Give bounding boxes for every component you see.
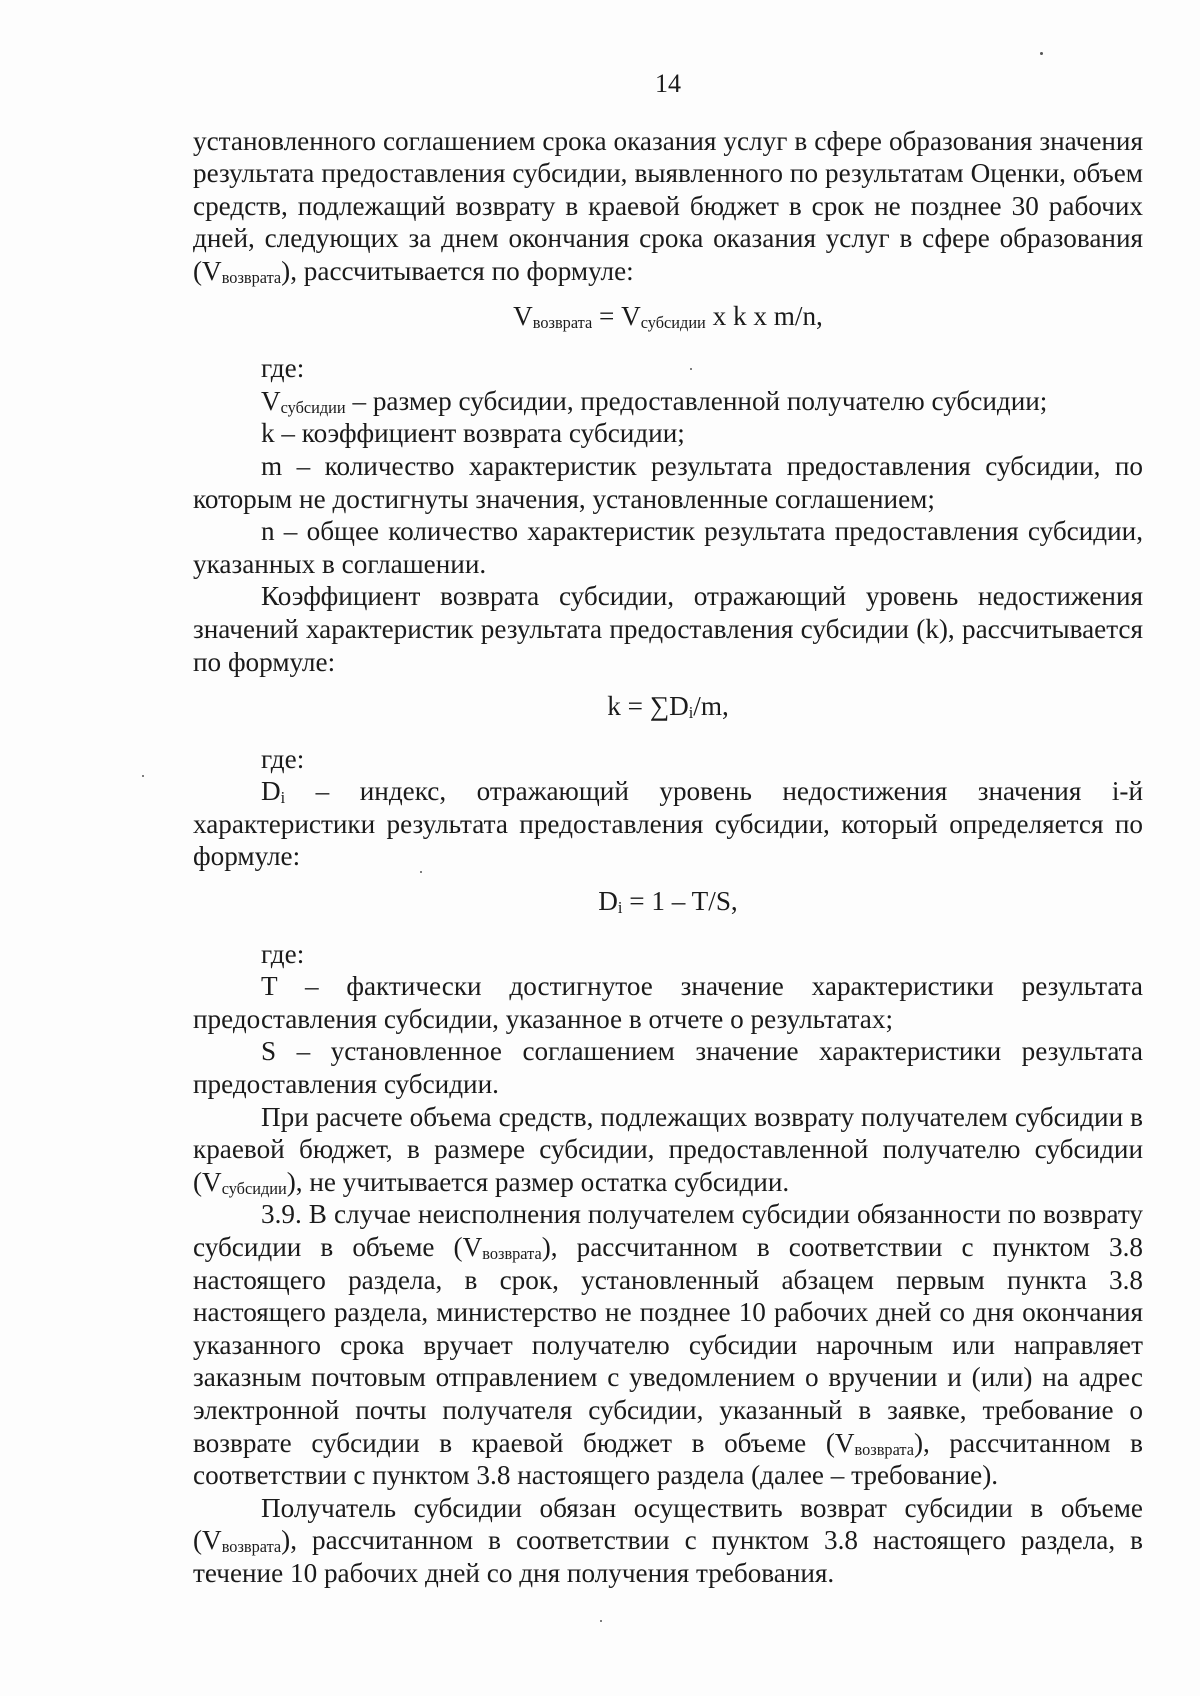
formula: $D_i = 1 - T/S$, — [598, 886, 738, 917]
subscript: возврата — [854, 1439, 914, 1459]
scan-speck — [600, 1620, 602, 1622]
paragraph: При расчете объема средств, подлежащих возврату получателем субсидии в краевой бюджет, в размере субсидии, предоставленной получателю субсидии $(V_{субсидии})$, не учитывается размер остатка субсидии. — [193, 1101, 1143, 1198]
subscript: субсидии — [221, 1178, 287, 1198]
paragraph: Коэффициент возврата субсидии, отражающий уровень недостижения значений характеристик результата предоставления субсидии (k), рассчитывается по формуле: — [193, 581, 1143, 677]
paragraph: где: — [261, 938, 305, 969]
paragraph: где: — [261, 743, 305, 774]
text-blocks — [193, 125, 1143, 1590]
paragraph: установленного соглашением срока оказания услуг в сфере образования значения результата предоставления субсидии, выявленного по результатам Оценки, объем средств, подлежащий возврату в краевой бюджет в срок не позднее 30 рабочих дней, следующих за днем окончания срока оказания услуг в сфере образования $(V_{возврата})$, рассчитывается по формуле: — [193, 125, 1143, 287]
page-number: 14 — [655, 69, 681, 98]
paragraph: $V_{субсидии}$ – размер субсидии, предоставленной получателю субсидии; — [261, 385, 1048, 417]
subscript: возврата — [221, 1537, 282, 1557]
subscript: возврата — [221, 267, 282, 287]
paragraph: S – установленное соглашением значение характеристики результата предоставления субсидии. — [193, 1036, 1143, 1100]
subscript: i — [617, 898, 623, 917]
paragraph: $D_i$ – индекс, отражающий уровень недостижения значения i-й характеристики результата предоставления субсидии, который определяется по формуле: — [193, 776, 1143, 872]
paragraph: m – количество характеристик результата предоставления субсидии, по которым не достигнуты значения, установленные соглашением; — [193, 450, 1143, 514]
document-body — [193, 68, 1143, 1590]
subscript: возврата — [532, 312, 593, 332]
subscript: i — [688, 703, 694, 723]
paragraph: 3.9. В случае неисполнения получателем субсидии обязанности по возврату субсидии в объеме $(V_{возврата})$, рассчитанном в соответствии с пунктом 3.8 настоящего раздела, в срок, установленный абзацем первым пункта 3.8 настоящего раздела, министерство не позднее 10 рабочих дней со дня окончания указанного срока вручает получателю субсидии нарочным или направляет заказным почтовым отправлением с уведомлением о вручении и (или) на адрес электронной почты получателя субсидии, указанный в заявке, требование о возврате субсидии в краевой бюджет в объеме $(V_{возврата})$, рассчитанном в соответствии с пунктом 3.8 настоящего раздела (далее – требование). — [193, 1199, 1144, 1491]
paragraph: n – общее количество характеристик результата предоставления субсидии, указанных в соглашении. — [193, 516, 1143, 579]
subscript: i — [280, 788, 286, 808]
subscript: возврата — [482, 1243, 542, 1263]
subscript: субсидии — [640, 312, 706, 332]
paragraph: k – коэффициент возврата субсидии; — [261, 418, 685, 449]
formula: $k = \sum D_i/m$, — [607, 691, 729, 723]
formula: $V_{возврата} = V_{субсидии}$ x k x m/n, — [513, 300, 823, 332]
paragraph: T – фактически достигнутое значение характеристики результата предоставления субсидии, указанное в отчете о результатах; — [193, 971, 1143, 1034]
subscript: субсидии — [280, 397, 346, 417]
paragraph: Получатель субсидии обязан осуществить возврат субсидии в объеме $(V_{возврата})$, рассчитанном в соответствии с пунктом 3.8 настоящего раздела, в течение 10 рабочих дней со дня получения требования. — [193, 1492, 1143, 1588]
paragraph: где: — [261, 353, 305, 384]
scan-speck — [1040, 52, 1043, 55]
scan-speck — [142, 775, 144, 777]
